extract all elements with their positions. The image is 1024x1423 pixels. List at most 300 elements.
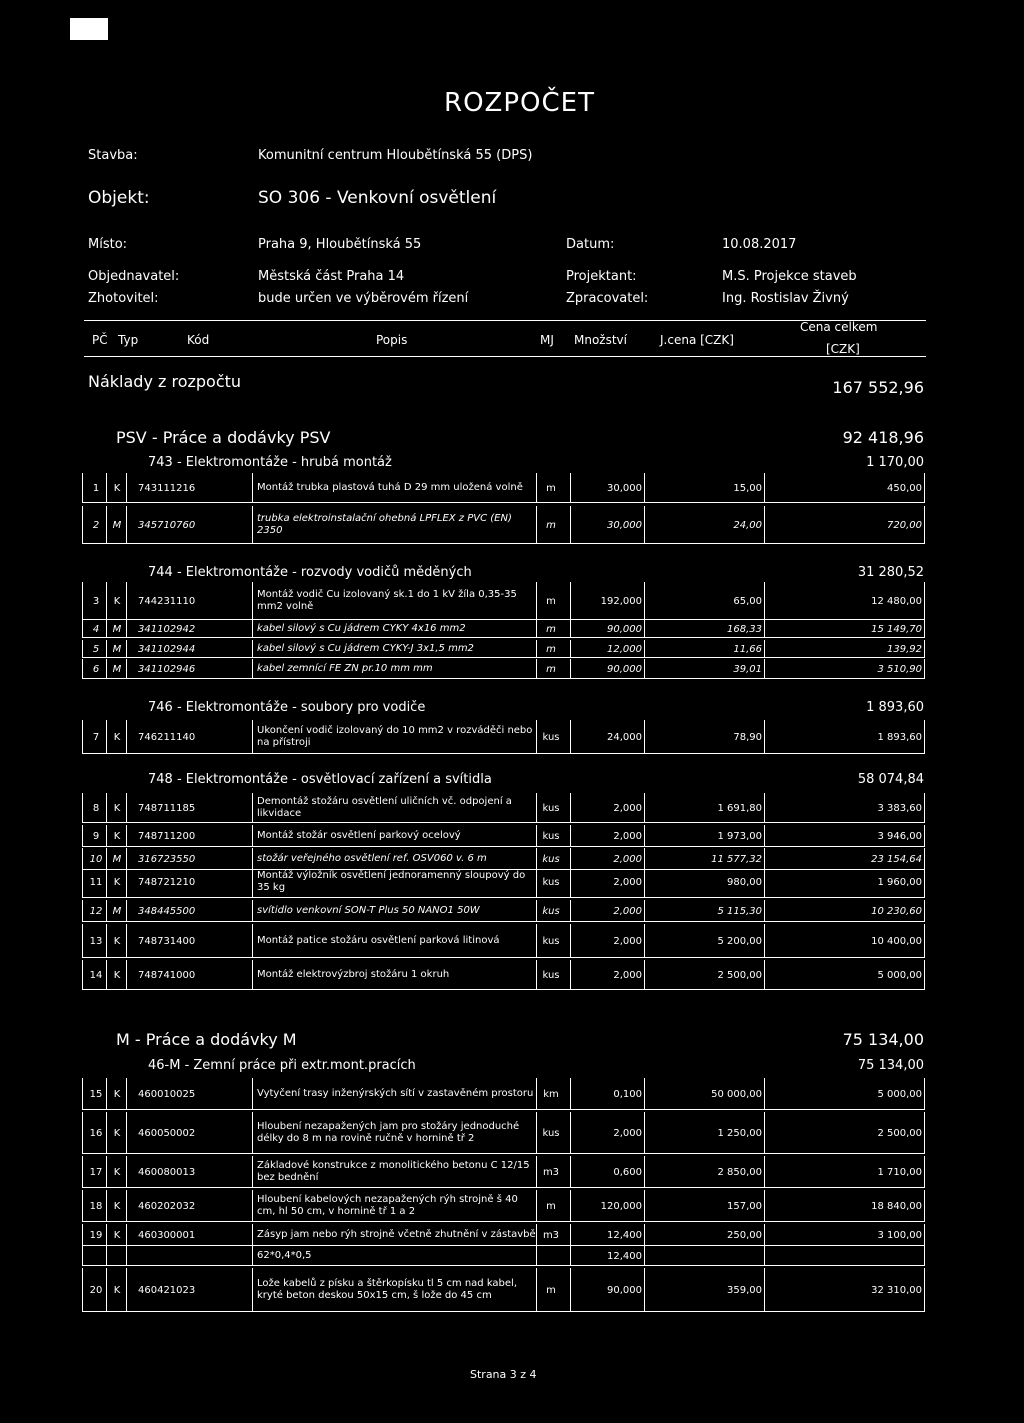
cell-mn: 90,000 <box>607 623 642 635</box>
table-divider <box>764 924 765 958</box>
table-divider <box>106 506 107 544</box>
table-divider <box>106 659 107 679</box>
cell-kod: 341102946 <box>138 663 196 675</box>
cell-jc: 5 115,30 <box>717 905 762 917</box>
table-divider <box>644 1156 645 1188</box>
table-divider <box>570 825 571 847</box>
table-divider <box>644 1112 645 1154</box>
table-divider <box>764 900 765 922</box>
table-row <box>82 1246 924 1266</box>
projektant-label: Projektant: <box>566 269 637 284</box>
naklady-value: 167 552,96 <box>832 378 924 397</box>
table-divider <box>82 1112 83 1154</box>
cell-typ: K <box>113 830 121 842</box>
table-divider <box>252 1190 253 1222</box>
table-divider <box>252 866 253 898</box>
cell-kod: 345710760 <box>138 519 196 531</box>
cell-mj: m <box>546 595 556 607</box>
stavba-label: Stavba: <box>88 148 138 163</box>
cell-cc: 450,00 <box>887 482 922 494</box>
table-row <box>82 473 924 503</box>
page-footer: Strana 3 z 4 <box>470 1368 537 1381</box>
cell-popis: Montáž výložník osvětlení jednoramenný sloupový do 35 kg <box>257 870 526 893</box>
cell-typ: K <box>113 935 121 947</box>
cell-jc <box>647 1246 762 1266</box>
cell-typ: K <box>113 1229 121 1241</box>
table-divider <box>82 473 83 503</box>
cell-mn: 120,000 <box>600 1200 642 1212</box>
table-divider <box>570 793 571 823</box>
table-divider <box>126 1078 127 1110</box>
cell-mj: kus <box>542 802 560 814</box>
cell-pc: 2 <box>92 519 100 531</box>
cell-kod: 460010025 <box>138 1088 196 1100</box>
table-divider <box>764 793 765 823</box>
cell-kod: 748741000 <box>138 969 196 981</box>
section-743-value: 1 170,00 <box>866 455 924 470</box>
cell-typ: K <box>113 482 121 494</box>
table-row <box>82 640 924 658</box>
cell-cc: 3 946,00 <box>877 830 922 842</box>
table-divider <box>644 659 645 679</box>
table-divider <box>644 640 645 658</box>
table-divider <box>570 960 571 990</box>
cell-pc: 9 <box>92 830 100 842</box>
table-divider <box>570 720 571 754</box>
table-divider <box>570 866 571 898</box>
cell-pc: 12 <box>89 905 103 917</box>
table-divider <box>126 620 127 638</box>
table-divider <box>570 1246 571 1266</box>
table-divider <box>764 960 765 990</box>
cell-typ: M <box>112 519 122 531</box>
cell-cc: 10 400,00 <box>871 935 922 947</box>
cell-typ: K <box>113 969 121 981</box>
cell-jc: 50 000,00 <box>711 1088 762 1100</box>
cell-typ: K <box>113 731 121 743</box>
cell-mj <box>534 1246 568 1266</box>
cell-typ: K <box>113 1284 121 1296</box>
cell-typ: M <box>112 853 122 865</box>
cell-pc: 14 <box>89 969 103 981</box>
table-divider <box>82 1078 83 1110</box>
cell-popis: kabel silový s Cu jádrem CYKY-J 3x1,5 mm2 <box>257 643 474 654</box>
section-746-label: 746 - Elektromontáže - soubory pro vodiče <box>148 700 426 715</box>
cell-pc: 4 <box>92 623 100 635</box>
table-divider <box>924 1224 925 1246</box>
cell-popis: Vytyčení trasy inženýrských sítí v zastavěném prostoru <box>257 1088 534 1099</box>
table-divider <box>764 640 765 658</box>
table-divider <box>126 793 127 823</box>
m-value: 75 134,00 <box>842 1030 924 1049</box>
table-divider <box>106 620 107 638</box>
cell-kod: 744231110 <box>138 595 196 607</box>
table-divider <box>106 1268 107 1312</box>
section-46m-label: 46-M - Zemní práce při extr.mont.pracích <box>148 1058 416 1073</box>
table-divider <box>570 620 571 638</box>
table-divider <box>252 473 253 503</box>
table-row <box>82 825 924 847</box>
cell-mn: 2,000 <box>613 1127 642 1139</box>
table-divider <box>106 1156 107 1188</box>
cell-pc: 13 <box>89 935 103 947</box>
table-divider <box>126 1268 127 1312</box>
cell-mj: kus <box>542 969 560 981</box>
table-row <box>82 506 924 544</box>
table-divider <box>252 620 253 638</box>
table-divider <box>126 960 127 990</box>
cell-mn: 12,400 <box>607 1250 642 1262</box>
table-divider <box>252 640 253 658</box>
cell-jc: 980,00 <box>727 876 762 888</box>
table-divider <box>644 620 645 638</box>
cell-popis: Zásyp jam nebo rýh strojně včetně zhutnění v zástavbě <box>257 1229 536 1240</box>
table-divider <box>106 1190 107 1222</box>
cell-mn: 12,000 <box>607 643 642 655</box>
table-row <box>82 720 924 754</box>
cell-jc: 2 500,00 <box>717 969 762 981</box>
stavba-value: Komunitní centrum Hloubětínská 55 (DPS) <box>258 148 533 163</box>
cell-mj: m <box>546 482 556 494</box>
cell-pc: 6 <box>92 663 100 675</box>
table-divider <box>82 659 83 679</box>
table-divider <box>764 582 765 620</box>
cell-jc: 1 250,00 <box>717 1127 762 1139</box>
datum-value: 10.08.2017 <box>722 237 797 252</box>
cell-kod: 460202032 <box>138 1200 196 1212</box>
table-divider <box>570 1078 571 1110</box>
cell-popis: Montáž stožár osvětlení parkový ocelový <box>257 830 461 841</box>
table-divider <box>82 1246 83 1266</box>
misto-value: Praha 9, Hloubětínská 55 <box>258 237 422 252</box>
table-divider <box>126 506 127 544</box>
table-divider <box>252 960 253 990</box>
table-divider <box>252 793 253 823</box>
cell-jc: 15,00 <box>733 482 762 494</box>
table-divider <box>106 924 107 958</box>
table-divider <box>570 924 571 958</box>
table-divider <box>82 825 83 847</box>
table-divider <box>106 582 107 620</box>
objekt-value: SO 306 - Venkovní osvětlení <box>258 188 497 208</box>
cell-jc: 359,00 <box>727 1284 762 1296</box>
cell-jc: 1 973,00 <box>717 830 762 842</box>
table-divider <box>252 1246 253 1266</box>
table-divider <box>644 825 645 847</box>
cell-kod: 743111216 <box>138 482 196 494</box>
cell-mn: 2,000 <box>613 853 642 865</box>
cell-mj: m <box>546 1284 556 1296</box>
cell-cc: 720,00 <box>887 519 922 531</box>
table-divider <box>924 720 925 754</box>
table-divider <box>252 825 253 847</box>
cell-typ: K <box>113 1200 121 1212</box>
table-divider <box>82 960 83 990</box>
table-divider <box>106 900 107 922</box>
col-popis: Popis <box>376 333 408 347</box>
document-title: ROZPOČET <box>444 88 595 118</box>
cell-jc: 39,01 <box>733 663 762 675</box>
table-divider <box>644 1224 645 1246</box>
cell-kod: 460080013 <box>138 1166 196 1178</box>
psv-label: PSV - Práce a dodávky PSV <box>116 428 331 447</box>
cell-mn: 30,000 <box>607 519 642 531</box>
cell-jc: 5 200,00 <box>717 935 762 947</box>
logo <box>70 18 108 40</box>
table-divider <box>764 1224 765 1246</box>
table-divider <box>764 1268 765 1312</box>
table-divider <box>764 506 765 544</box>
table-divider <box>126 866 127 898</box>
table-divider <box>106 1246 107 1266</box>
cell-cc: 15 149,70 <box>871 623 922 635</box>
cell-mn: 12,400 <box>607 1229 642 1241</box>
cell-jc: 2 850,00 <box>717 1166 762 1178</box>
table-divider <box>126 924 127 958</box>
section-743-label: 743 - Elektromontáže - hrubá montáž <box>148 455 392 470</box>
table-divider <box>924 1078 925 1110</box>
cell-mj: m3 <box>542 1229 560 1241</box>
cell-jc: 157,00 <box>727 1200 762 1212</box>
table-divider <box>924 506 925 544</box>
table-divider <box>82 900 83 922</box>
cell-typ: M <box>112 905 122 917</box>
cell-popis: Lože kabelů z písku a štěrkopísku tl 5 cm nad kabel, kryté beton deskou 50x15 cm, š lože do 45 cm <box>257 1278 518 1301</box>
cell-pc: 19 <box>89 1229 103 1241</box>
cell-kod <box>138 1246 248 1266</box>
cell-kod: 460421023 <box>138 1284 196 1296</box>
cell-mn: 90,000 <box>607 663 642 675</box>
cell-popis: Demontáž stožáru osvětlení uličních vč. odpojení a likvidace <box>257 796 512 819</box>
table-divider <box>570 659 571 679</box>
section-748-value: 58 074,84 <box>857 772 924 787</box>
table-divider <box>126 900 127 922</box>
table-divider <box>252 506 253 544</box>
table-row <box>82 960 924 990</box>
cell-jc: 24,00 <box>733 519 762 531</box>
table-row <box>82 1156 924 1188</box>
table-divider <box>252 1224 253 1246</box>
table-divider <box>924 1190 925 1222</box>
naklady-label: Náklady z rozpočtu <box>88 372 242 391</box>
table-row <box>82 1078 924 1110</box>
table-divider <box>924 1246 925 1266</box>
table-divider <box>570 1190 571 1222</box>
table-divider <box>644 473 645 503</box>
table-divider <box>924 620 925 638</box>
table-divider <box>764 1112 765 1154</box>
table-divider <box>924 866 925 898</box>
cell-cc: 3 510,90 <box>877 663 922 675</box>
projektant-value: M.S. Projekce staveb <box>722 269 857 284</box>
table-divider <box>924 1112 925 1154</box>
cell-jc: 78,90 <box>733 731 762 743</box>
table-row <box>82 900 924 922</box>
table-divider <box>126 659 127 679</box>
cell-popis: Montáž patice stožáru osvětlení parková litinová <box>257 935 500 946</box>
table-divider <box>82 1268 83 1312</box>
table-divider <box>644 924 645 958</box>
table-row <box>82 793 924 823</box>
cell-kod: 748731400 <box>138 935 196 947</box>
table-divider <box>126 825 127 847</box>
table-divider <box>82 866 83 898</box>
cell-mn: 0,100 <box>613 1088 642 1100</box>
objekt-label: Objekt: <box>88 188 150 208</box>
table-divider <box>82 582 83 620</box>
misto-label: Místo: <box>88 237 128 252</box>
cell-mn: 0,600 <box>613 1166 642 1178</box>
cell-mn: 30,000 <box>607 482 642 494</box>
cell-pc: 1 <box>92 482 100 494</box>
table-divider <box>644 1190 645 1222</box>
table-divider <box>252 1156 253 1188</box>
table-row <box>82 1224 924 1246</box>
table-divider <box>126 1156 127 1188</box>
table-divider <box>764 1078 765 1110</box>
table-row <box>82 1112 924 1154</box>
table-row <box>82 620 924 638</box>
cell-jc: 168,33 <box>727 623 762 635</box>
table-row <box>82 924 924 958</box>
table-divider <box>764 825 765 847</box>
table-divider <box>644 1268 645 1312</box>
table-divider <box>924 924 925 958</box>
cell-mj: km <box>543 1088 559 1100</box>
cell-popis: trubka elektroinstalační ohebná LPFLEX z PVC (EN) 2350 <box>257 513 512 536</box>
table-divider <box>764 1156 765 1188</box>
cell-typ: K <box>113 595 121 607</box>
cell-popis: Hloubení nezapažených jam pro stožáry jednoduché délky do 8 m na rovině ručně v hornině tř 2 <box>257 1121 520 1144</box>
table-row <box>82 582 924 620</box>
cell-popis: 62*0,4*0,5 <box>257 1250 312 1261</box>
cell-cc: 10 230,60 <box>871 905 922 917</box>
col-mj: MJ <box>540 333 554 347</box>
table-divider <box>570 582 571 620</box>
cell-kod: 746211140 <box>138 731 196 743</box>
table-divider <box>252 1268 253 1312</box>
cell-kod: 316723550 <box>138 853 196 865</box>
cell-popis: Montáž elektrovýzbroj stožáru 1 okruh <box>257 969 450 980</box>
cell-typ: M <box>112 623 122 635</box>
table-divider <box>764 866 765 898</box>
table-divider <box>82 793 83 823</box>
table-divider <box>570 473 571 503</box>
table-divider <box>106 1112 107 1154</box>
table-divider <box>252 1078 253 1110</box>
cell-typ: K <box>113 876 121 888</box>
cell-cc: 3 100,00 <box>877 1229 922 1241</box>
table-row <box>82 866 924 898</box>
cell-mj: m <box>546 643 556 655</box>
cell-pc: 11 <box>89 876 103 888</box>
col-pc: PČ <box>92 333 108 347</box>
cell-cc: 23 154,64 <box>871 853 922 865</box>
cell-pc: 16 <box>89 1127 103 1139</box>
cell-pc: 15 <box>89 1088 103 1100</box>
table-row <box>82 1268 924 1312</box>
table-divider <box>252 659 253 679</box>
table-divider <box>644 900 645 922</box>
table-divider <box>764 473 765 503</box>
table-divider <box>106 640 107 658</box>
cell-mn: 192,000 <box>600 595 642 607</box>
cell-pc: 18 <box>89 1200 103 1212</box>
table-divider <box>644 1078 645 1110</box>
col-mnozstvi: Množství <box>574 333 627 347</box>
cell-kod: 748711200 <box>138 830 196 842</box>
datum-label: Datum: <box>566 237 615 252</box>
col-cena-celkem: Cena celkem <box>800 320 878 334</box>
table-divider <box>126 1246 127 1266</box>
cell-mj: m <box>546 623 556 635</box>
header-bottom-rule <box>84 356 926 357</box>
cell-pc: 7 <box>92 731 100 743</box>
cell-jc: 11 577,32 <box>711 853 762 865</box>
table-divider <box>924 582 925 620</box>
cell-kod: 341102944 <box>138 643 196 655</box>
table-divider <box>106 866 107 898</box>
table-divider <box>106 473 107 503</box>
table-divider <box>106 793 107 823</box>
cell-kod: 348445500 <box>138 905 196 917</box>
table-divider <box>924 473 925 503</box>
table-divider <box>252 1112 253 1154</box>
objednavatel-label: Objednavatel: <box>88 269 180 284</box>
table-divider <box>126 582 127 620</box>
table-divider <box>252 582 253 620</box>
cell-mj: kus <box>542 830 560 842</box>
table-divider <box>764 659 765 679</box>
cell-kod: 460300001 <box>138 1229 196 1241</box>
table-divider <box>924 960 925 990</box>
cell-cc: 139,92 <box>887 643 922 655</box>
section-46m-value: 75 134,00 <box>857 1058 924 1073</box>
col-typ: Typ <box>118 333 139 347</box>
table-divider <box>570 506 571 544</box>
cell-kod: 341102942 <box>138 623 196 635</box>
table-divider <box>126 1224 127 1246</box>
cell-cc: 1 960,00 <box>877 876 922 888</box>
cell-pc: 17 <box>89 1166 103 1178</box>
cell-popis: kabel silový s Cu jádrem CYKY 4x16 mm2 <box>257 623 466 634</box>
cell-typ: K <box>113 1166 121 1178</box>
cell-typ: K <box>113 802 121 814</box>
cell-mn: 2,000 <box>613 876 642 888</box>
cell-cc: 1 710,00 <box>877 1166 922 1178</box>
section-746-value: 1 893,60 <box>866 700 924 715</box>
cell-pc: 20 <box>89 1284 103 1296</box>
cell-pc: 3 <box>92 595 100 607</box>
cell-kod: 748721210 <box>138 876 196 888</box>
table-divider <box>252 900 253 922</box>
col-kod: Kód <box>187 333 210 347</box>
cell-mj: m <box>546 1200 556 1212</box>
table-divider <box>82 924 83 958</box>
table-divider <box>644 793 645 823</box>
zpracovatel-label: Zpracovatel: <box>566 291 649 306</box>
table-divider <box>644 720 645 754</box>
cell-cc: 12 480,00 <box>871 595 922 607</box>
cell-mj: m <box>546 663 556 675</box>
cell-mj: kus <box>542 935 560 947</box>
cell-typ: K <box>113 1088 121 1100</box>
table-row <box>82 1190 924 1222</box>
table-divider <box>644 960 645 990</box>
zpracovatel-value: Ing. Rostislav Živný <box>722 291 849 306</box>
cell-mj: kus <box>542 853 560 865</box>
table-divider <box>126 473 127 503</box>
